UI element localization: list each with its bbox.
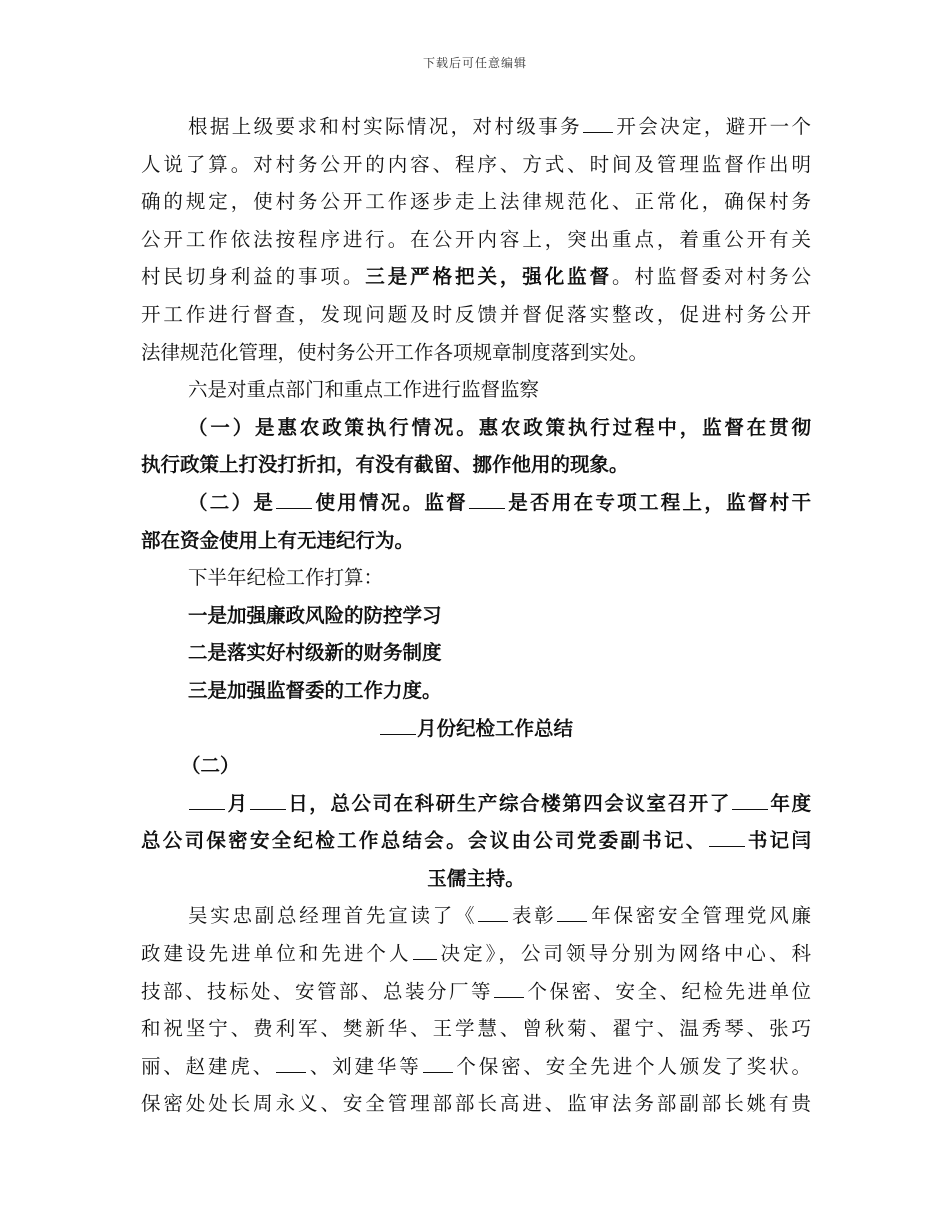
list-item: 一是加强廉政风险的防控学习 <box>188 603 442 627</box>
paragraph-line: 公开工作依法按程序进行。在公开内容上，突出重点，着重公开有关 <box>141 227 811 251</box>
list-item: 二是落实好村级新的财务制度 <box>188 641 442 665</box>
paragraph-line: 政建设先进单位和先进个人 决定》，公司领导分别为网络中心、科 <box>141 935 811 973</box>
blank-underline <box>380 713 416 734</box>
bold-phrase: 三是严格把关，强化监督 <box>365 265 613 289</box>
paragraph-line: 法律规范化管理，使村务公开工作各项规章制度落到实处。 <box>141 340 649 364</box>
section-subtitle: （二） <box>181 754 240 778</box>
section-title: 月份纪检工作总结 <box>141 710 811 748</box>
paragraph-line: 和祝坚宁、费利军、樊新华、王学慧、曾秋菊、翟宁、温秀琴、张巧 <box>141 1017 811 1041</box>
paragraph-line: 保密处处长周永义、安全管理部部长高进、监审法务部副部长姚有贵 <box>141 1092 811 1116</box>
blank-underline <box>478 901 508 922</box>
paragraph-line: 丽、赵建虎、 、刘建华等 个保密、安全先进个人颁发了奖状。 <box>141 1048 811 1086</box>
paragraph-line: 村民切身利益的事项。三是严格把关，强化监督。村监督委对村务公 <box>141 265 811 289</box>
paragraph-line: （一）是惠农政策执行情况。惠农政策执行过程中，监督在贯彻 <box>188 415 811 439</box>
paragraph-line: 下半年纪检工作打算： <box>188 566 384 590</box>
paragraph-line: 开工作进行督查，发现问题及时反馈并督促落实整改，促进村务公开 <box>141 302 811 326</box>
section-heading: 六是对重点部门和重点工作进行监督监察 <box>188 378 540 402</box>
paragraph-line: 确的规定，使村务公开工作逐步走上法律规范化、正常化，确保村务 <box>141 190 811 214</box>
paragraph-line: 吴实忠副总经理首先宣读了《 表彰 年保密安全管理党风廉 <box>141 897 811 935</box>
blank-underline <box>732 788 768 809</box>
blank-underline <box>469 487 505 508</box>
page-header: 下载后可任意编辑 <box>422 56 527 70</box>
blank-underline <box>250 788 286 809</box>
paragraph-line: 人说了算。对村务公开的内容、程序、方式、时间及管理监督作出明 <box>141 152 811 176</box>
blank-underline <box>423 1051 453 1072</box>
blank-underline <box>189 788 225 809</box>
paragraph-line: 玉儒主持。 <box>427 866 525 890</box>
blank-underline <box>276 1051 306 1072</box>
paragraph-line: 根据上级要求和村实际情况，对村级事务 开会决定，避开一个 <box>141 108 811 146</box>
paragraph-line: 总公司保密安全纪检工作总结会。会议由公司党委副书记、 书记闫 <box>141 822 811 860</box>
document-body <box>141 108 811 1123</box>
blank-underline <box>494 976 524 997</box>
paragraph-line: 技部、技标处、安管部、总装分厂等 个保密、安全、纪检先进单位 <box>141 973 811 1011</box>
blank-underline <box>413 939 437 960</box>
blank-underline <box>583 112 613 133</box>
list-item: 三是加强监督委的工作力度。 <box>188 678 442 702</box>
paragraph-line: 月 日，总公司在科研生产综合楼第四会议室召开了 年度 <box>141 785 811 823</box>
paragraph-line: 部在资金使用上有无违纪行为。 <box>141 528 415 552</box>
blank-underline <box>276 487 312 508</box>
paragraph-line: （二）是 使用情况。监督 是否用在专项工程上，监督村干 <box>141 484 811 522</box>
blank-underline <box>557 901 587 922</box>
blank-underline <box>709 826 745 847</box>
paragraph-line: 执行政策上打没打折扣，有没有截留、挪作他用的现象。 <box>141 453 629 477</box>
